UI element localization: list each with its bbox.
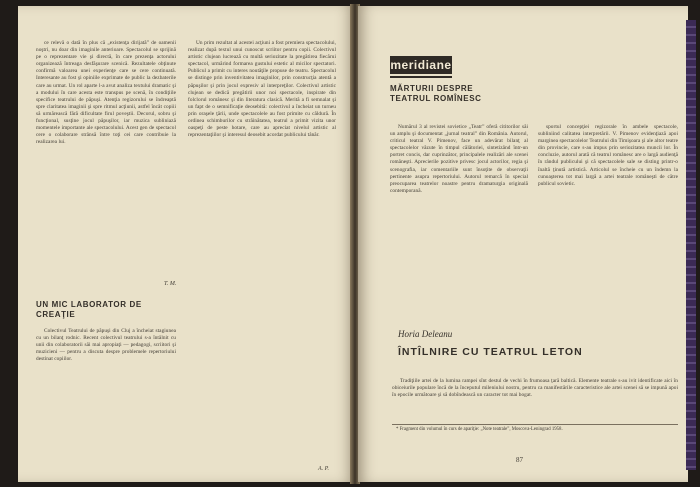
right-page (358, 6, 688, 482)
article2-author: Horia Deleanu (398, 329, 453, 339)
left-col1-body2 (36, 328, 176, 478)
article1-col2-paragraph: sportul concepţiei regizorale în ambele spectacole, subliniind calitatea interpretării. V. Pimenov evidenţiază apoi marginea spectacolelor Teatrului din Timişoara şi ale altor teatre din provincie, care s-au impus prin seriozitatea muncii lor. În concluzie, autorul arată că teatrul românesc are o largă audienţă în rândul publicului şi că spectacolele sale se disting printr-o înaltă ţinută artistică. Articolul se încheie cu un îndemn la cunoaşterea tot mai largă a artei teatrale româneşti de către publicul sovietic. (538, 124, 678, 187)
book-cover-edge (686, 20, 696, 470)
article1-col1 (390, 124, 528, 320)
left-col1-heading: UN MIC LABORATOR DE CREAŢIE (36, 300, 142, 319)
left-page (18, 6, 354, 482)
article1-heading: MĂRTURII DESPRE TEATRUL ROMÎNESC (390, 84, 482, 103)
footnote: * Fragment din volumul în curs de apariţie: „Note teatrale”, Moscova-Leningrad 1958. (396, 427, 563, 432)
article1-col2 (538, 124, 678, 322)
left-col1-body (36, 40, 176, 280)
left-col1-signature: T. M. (164, 281, 177, 287)
banner-underline (390, 76, 452, 78)
left-col2-body (188, 40, 336, 470)
article1-col1-paragraph: Numărul 3 al revistei sovietice „Teatr” oferă cititorilor săi un amplu şi documentat „jurnal teatral” din România. Autorul, criticul teatral V. Pimenov, face un adevărat bilanţ al spectacolelor văzute în timpul călătoriei, sintetizând într-un portret concis, dar cuprinzător, principalele realizări ale scenei româneşti. Aprecierile pozitive privesc jocul actorilor, regia şi scenografia, iar comentariile sunt însoţite de observaţii pertinente asupra repertoriului. Autorul remarcă în special preocuparea teatrelor noastre pentru dramaturgia originală contemporană. (390, 124, 528, 194)
meridiane-banner: meridiane (390, 58, 452, 72)
left-col1-paragraph: ce relevă o dată în plus că „existenţa dirijată” de oamenii noştri, nu doar din imaginile anterioare. Spectacolul se sprijină pe o reprezentare vie şi directă, în care prezenţa actorului organizează întreaga desfăşurare scenică. Rezultatele obţinute confirmă valoarea unei experienţe care se cere continuată. Interesante au fost şi opiniile exprimate de public la dezbaterile care au urmat. Un rol aparte l-a avut analiza textului dramatic şi a modului în care acesta este transpus pe scenă, în condiţiile specifice teatrului de păpuşi. Atenţia regizorului se îndreaptă spre claritatea imaginii şi spre ritmul acţiunii, astfel încât copiii să urmărească fără dificultate firul poveştii. Decorul, sobru şi funcţional, susţine jocul păpuşilor, iar muzica subliniază momentele importante ale spectacolului. Acest gen de spectacol cere o colaborare strânsă între toţi cei care contribuie la realizarea lui. (36, 40, 176, 146)
article2-heading: ÎNTÎLNIRE CU TEATRUL LETON (398, 346, 583, 358)
article2-body (392, 378, 678, 420)
article2-paragraph: Tradiţiile artei de la lumina rampei sînt destul de vechi în frumoasa ţară baltică. Elemente teatrale s-au ivit identificate aici în obiceiurile populare încă de la începutul mileniului nostru, pentru ca manifestările caracteristice ale artei scenei să se impună apoi în epocile următoare şi să dobîndească un caracter tot mai bogat. (392, 378, 678, 399)
left-col2-paragraph: Un prim rezultat al acestei acţiuni a fost premiera spectacolului, realizat după textul unui cunoscut scriitor pentru copii. Colectivul artistic clujean lucrează cu multă seriozitate la pregătirea fiecărui spectacol, urmărind formarea gustului estetic al micilor spectatori. Publicul a primit cu interes noutăţile propuse de teatru. Spectacolul se distinge prin inventivitatea imaginilor, prin construcţia atentă a păpuşilor şi prin jocul expresiv al interpreţilor. Colectivul artistic clujean se dedică pregătirii unor noi spectacole, inspirate din folclorul românesc şi din literatura clasică. Merită a fi semnalat şi un fapt de o semnificaţie deosebită: colectivul a încheiat un turneu prin oraşele ţării, unde spectacolele au fost primite cu căldură. În ordinea schimburilor cu străinătatea, teatrul a primit vizita unor oaspeţi de peste hotare, care au apreciat nivelul artistic al reprezentaţiilor şi interesul deosebit acordat publicului tânăr. (188, 40, 336, 139)
footnote-rule (392, 424, 678, 425)
page-number: 87 (516, 456, 523, 464)
left-col1-paragraph2: Colectivul Teatrului de păpuşi din Cluj a încheiat stagiunea cu un bilanţ rodnic. Recent colectivul teatrului s-a întâlnit cu unii din colaboratorii săi mai apropiaţi — pedagogi, scriitori şi muzicieni — pentru a discuta despre problemele repertoriului destinat copiilor. (36, 328, 176, 363)
left-col2-signature: A. P. (318, 466, 330, 472)
